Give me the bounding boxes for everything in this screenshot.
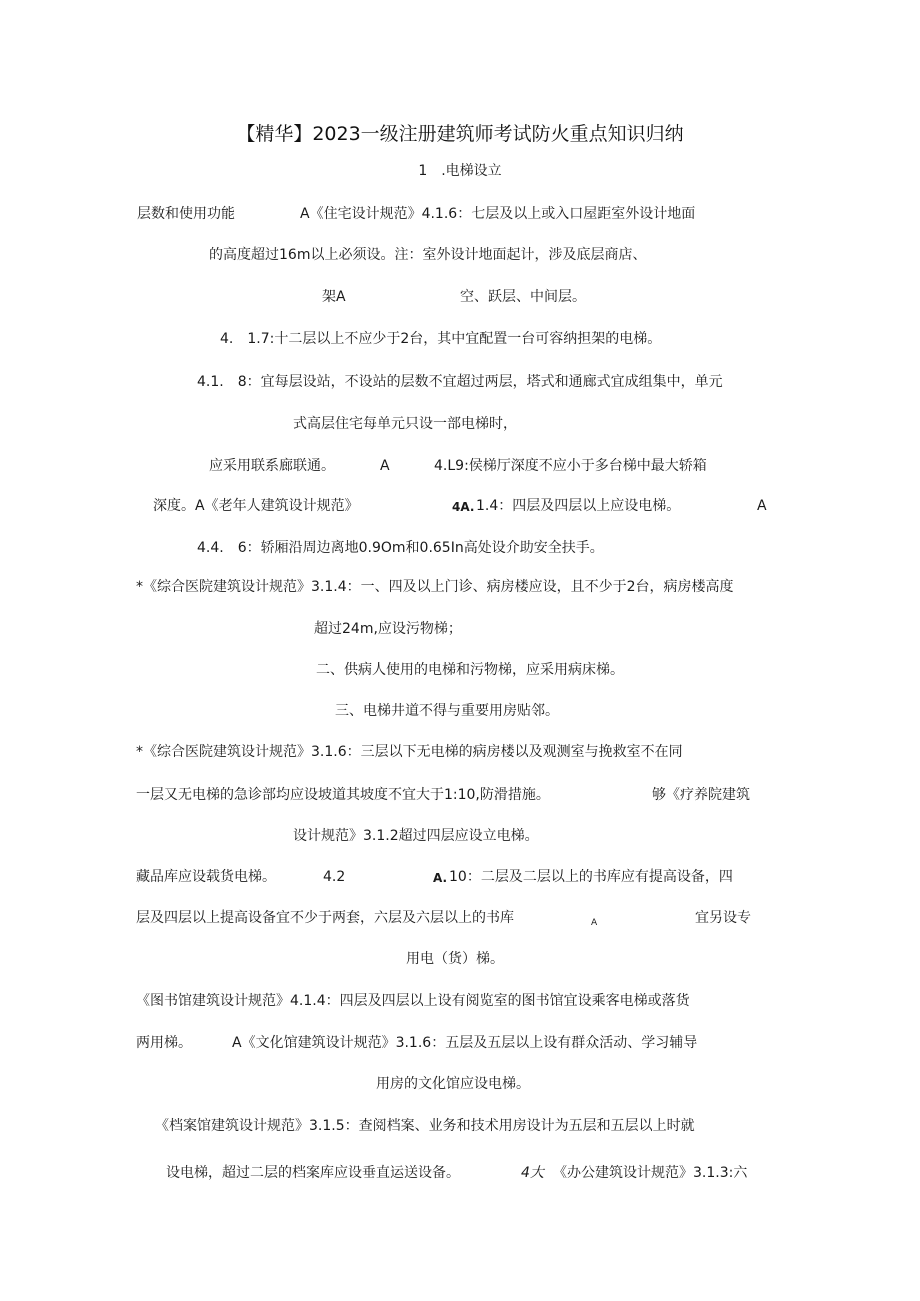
text-line: 4.L9:侯梯厅深度不应小于多台梯中最大轿箱 [434, 458, 707, 474]
text-line: 4.1. 8：宜每层设站，不设站的层数不宜超过两层，塔式和通廊式宜成组集中，单元 [197, 374, 723, 390]
text-line: 式高层住宅每单元只设一部电梯时， [293, 416, 517, 432]
text-line: 空、跃层、中间层。 [460, 289, 586, 305]
text-line: 应采用联系廊联通。 [209, 458, 335, 474]
text-line: 深度。A《老年人建筑设计规范》 [153, 498, 359, 514]
document-title: 【精华】2023一级注册建筑师考试防火重点知识归纳 [236, 123, 684, 145]
text-line: 层数和使用功能 [137, 206, 235, 222]
text-line: A [757, 498, 767, 514]
text-line: 4A. [452, 500, 475, 514]
text-line: 设计规范》3.1.2超过四层应设立电梯。 [293, 828, 539, 844]
text-line: 一层又无电梯的急诊部均应设坡道其坡度不宜大于1:10,防滑措施。 [136, 787, 550, 803]
text-line: 1.4：四层及四层以上应设电梯。 [476, 498, 681, 514]
text-line: 藏品库应设载货电梯。 [136, 869, 276, 885]
text-line: 用房的文化馆应设电梯。 [376, 1076, 530, 1092]
text-line: 4. 1.7:十二层以上不应少于2台，其中宜配置一台可容纳担架的电梯。 [220, 331, 662, 347]
text-line: A《住宅设计规范》4.1.6：七层及以上或入口屋距室外设计地面 [300, 206, 696, 222]
text-line: 4.2 [323, 869, 346, 885]
text-line: 设电梯，超过二层的档案库应设垂直运送设备。 [166, 1165, 460, 1181]
text-line: A [380, 458, 390, 474]
text-line: 10：二层及二层以上的书库应有提高设备，四 [449, 869, 733, 885]
text-line: 4大 [521, 1165, 544, 1181]
text-line: 用电（货）梯。 [406, 951, 504, 967]
text-line: 架A [322, 289, 346, 305]
text-line: 《档案馆建筑设计规范》3.1.5：查阅档案、业务和技术用房设计为五层和五层以上时就 [155, 1118, 695, 1134]
text-line: 三、电梯井道不得与重要用房贴邻。 [335, 703, 559, 719]
text-line: *《综合医院建筑设计规范》3.1.6：三层以下无电梯的病房楼以及观测室与挽救室不在同 [136, 744, 683, 760]
text-line: *《综合医院建筑设计规范》3.1.4：一、四及以上门诊、病房楼应设，且不少于2台，病房楼高度 [136, 579, 734, 595]
text-line: 的高度超过16m以上必须设。注：室外设计地面起计，涉及底层商店、 [209, 247, 647, 263]
text-line: 二、供病人使用的电梯和污物梯，应采用病床梯。 [316, 662, 624, 678]
text-line: A. [433, 871, 448, 885]
text-line: 《图书馆建筑设计规范》4.1.4：四层及四层以上设有阅览室的图书馆宜设乘客电梯或落货 [136, 993, 690, 1009]
text-line: 层及四层以上提高设备宜不少于两套，六层及六层以上的书库 [136, 910, 514, 926]
text-line: 两用梯。 [136, 1035, 192, 1051]
text-line: 超过24m,应设污物梯； [314, 621, 462, 637]
text-line: 够《疗养院建筑 [652, 787, 750, 803]
text-line: 宜另设专 [695, 910, 751, 926]
text-line: 《办公建筑设计规范》3.1.3:六 [553, 1165, 748, 1181]
text-line: A《文化馆建筑设计规范》3.1.6：五层及五层以上设有群众活动、学习辅导 [232, 1035, 698, 1051]
section-heading: 1 .电梯设立 [418, 163, 502, 179]
text-line: A [591, 918, 598, 928]
text-line: 4.4. 6：轿厢沿周边离地0.9Om和0.65In高处设介助安全扶手。 [197, 540, 604, 556]
